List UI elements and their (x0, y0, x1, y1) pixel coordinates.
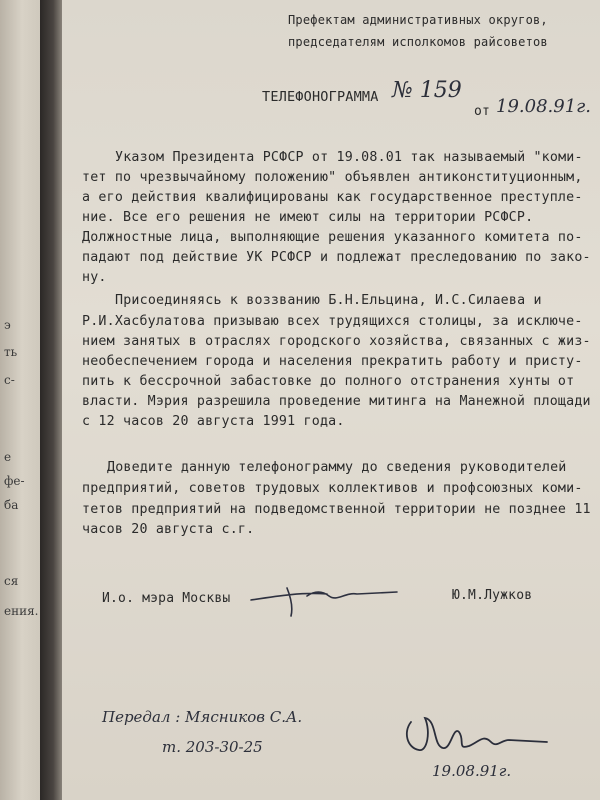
paragraph-1-line: Должностные лица, выполняющие решения указанного комитета по- (82, 230, 583, 245)
mayor-signature (247, 578, 417, 620)
paragraph-1-line: ну. (82, 270, 107, 285)
signatory-name: Ю.М.Лужков (452, 588, 533, 603)
paragraph-1-line: тет по чрезвычайному положению" объявлен антиконституционным, (82, 170, 583, 185)
document-number: № 159 (392, 78, 462, 103)
paragraph-2-line: Р.И.Хасбулатова призываю всех трудящихся столицы, за исключе- (82, 314, 583, 329)
signatory-position: И.о. мэра Москвы (102, 591, 231, 606)
paragraph-1-line: ние. Все его решения не имеют силы на территории РСФСР. (82, 210, 534, 225)
paragraph-3-line: тетов предприятий на подведомственной территории не позднее 11 (82, 502, 591, 517)
paragraph-2-line: с 12 часов 20 августа 1991 года. (82, 414, 345, 429)
date-prefix: от (474, 104, 491, 119)
document-date: 19.08.91г. (496, 96, 591, 117)
paragraph-2-line: власти. Мэрия разрешила проведение митинга на Манежной площади (82, 394, 591, 409)
paragraph-1-line: падают под действие УК РСФСР и подлежат преследованию по зако- (82, 250, 591, 265)
addressee-line-1: Префектам административных округов, (288, 13, 548, 27)
facing-page-text: фе- (4, 474, 25, 488)
transmission-date: 19.08.91г. (432, 762, 512, 780)
facing-page-text: ть (4, 345, 18, 359)
paragraph-3-line: предприятий, советов трудовых коллективов и профсоюзных коми- (82, 481, 583, 496)
transmitter-phone: т. 203-30-25 (162, 738, 263, 756)
facing-page-text: э (4, 318, 11, 332)
facing-page-text: ения. (4, 604, 39, 618)
facing-page (0, 0, 40, 800)
transmitted-by: Передал : Мясников С.А. (102, 708, 303, 726)
paragraph-2-line: необеспечением города и населения прекратить работу и присту- (82, 354, 583, 369)
document-page (62, 0, 600, 800)
paragraph-2-line: пить к бессрочной забастовке до полного отстранения хунты от (82, 374, 575, 389)
facing-page-text: с- (4, 373, 15, 387)
paragraph-1-line: а его действия квалифицированы как государственное преступле- (82, 190, 583, 205)
facing-page-text: е (4, 450, 12, 464)
paragraph-1-line: Указом Президента РСФСР от 19.08.01 так называемый "коми- (115, 150, 583, 165)
paragraph-2-line: нием занятых в отраслях городского хозяйства, связанных с жиз- (82, 334, 591, 349)
paragraph-3-line: часов 20 августа с.г. (82, 522, 255, 537)
facing-page-text: ся (4, 574, 19, 588)
facing-page-text: ба (4, 498, 19, 512)
paragraph-2-line: Присоединяясь к воззванию Б.Н.Ельцина, И.С.Силаева и (115, 293, 542, 308)
document-title: ТЕЛЕФОНОГРАММА (262, 89, 379, 105)
paragraph-3-line: Доведите данную телефонограмму до сведения руководителей (107, 460, 567, 475)
book-gutter (40, 0, 62, 800)
addressee-line-2: председателям исполкомов райсоветов (288, 35, 548, 49)
